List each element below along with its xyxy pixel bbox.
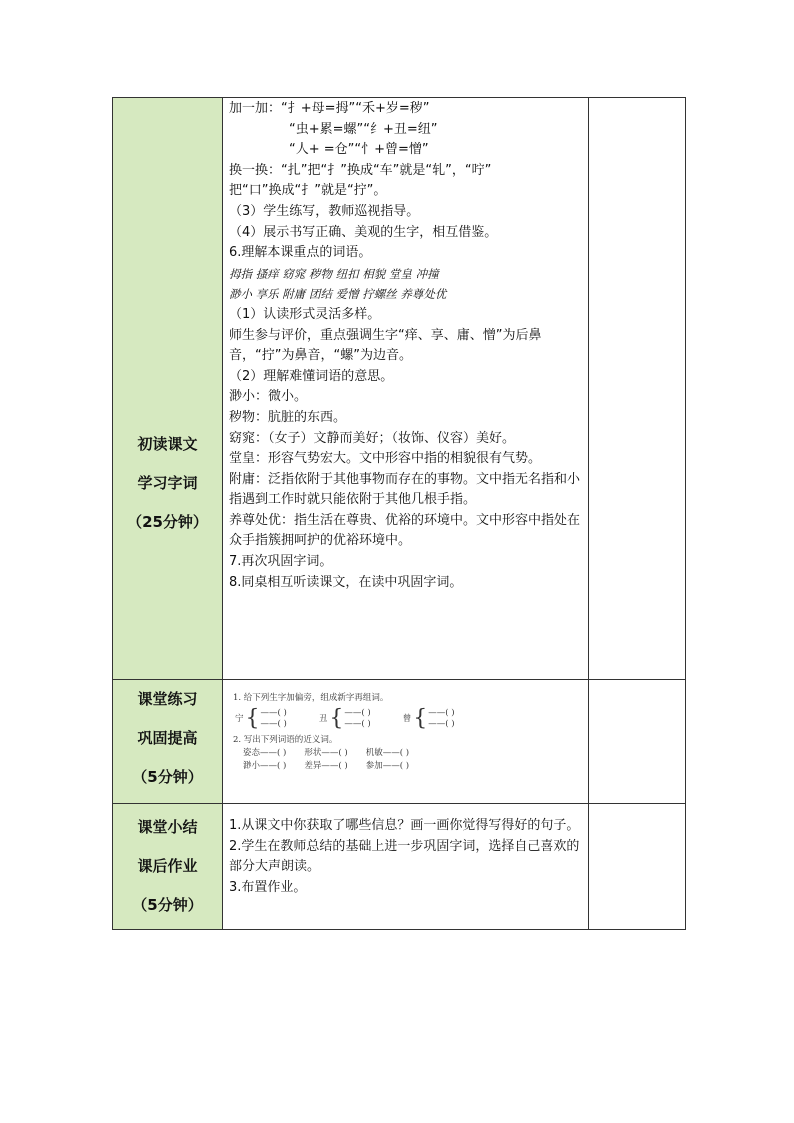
text-line: （2）理解难懂词语的意思。	[229, 368, 394, 384]
remarks-cell	[589, 680, 686, 804]
lesson-plan-table	[112, 97, 686, 930]
section-label: 课堂练习	[137, 690, 198, 708]
blank: ——( )	[428, 719, 455, 729]
synonym-item: 差异——( )	[304, 761, 348, 771]
section-label: 课后作业	[137, 857, 198, 875]
content-cell	[223, 804, 589, 930]
text-paragraph: 1.从课文中你获取了哪些信息？画一画你觉得写得好的句子。	[229, 818, 580, 833]
brace-icon: {	[245, 706, 260, 731]
table-row	[113, 98, 686, 680]
table-row	[113, 680, 686, 804]
text-line: 6.理解本课重点的词语。	[229, 245, 372, 261]
exercise-image	[223, 680, 588, 773]
exercise-char: 曾	[402, 713, 412, 724]
text-line: 堂皇：形容气势宏大。文中形容中指的相貌很有气势。	[229, 451, 542, 467]
text-paragraph: 2.学生在教师总结的基础上进一步巩固字词，选择自己喜欢的部分大声朗读。	[229, 838, 580, 875]
text-line: “虫+累=螺”“纟+丑=纽”	[289, 121, 438, 137]
exercise-question: 1. 给下列生字加偏旁，组成新字再组词。	[233, 693, 389, 703]
text-line: 秽物：肮脏的东西。	[229, 409, 347, 425]
handwritten-words: 渺小 享乐 附庸 团结 爱憎 拧螺丝 养尊处优	[229, 287, 447, 302]
content-cell	[223, 98, 589, 680]
blank: ——( )	[428, 708, 455, 718]
char-group	[319, 708, 371, 730]
table-row	[113, 804, 686, 930]
synonym-item: 形状——( )	[304, 748, 348, 758]
text-line: 加一加：“扌+母=拇”“禾+岁=秽”	[229, 101, 430, 116]
text-line: 换一换：“扎”把“扌”换成“车”就是“轧”，“咛”	[229, 162, 492, 178]
exercise-question: 2. 写出下列词语的近义词。	[233, 735, 338, 745]
synonym-item: 机敏——( )	[365, 748, 410, 758]
blank: ——( )	[260, 708, 287, 718]
section-label: 学习字词	[137, 474, 198, 492]
synonym-row	[243, 747, 588, 760]
synonym-item: 姿态——( )	[243, 748, 287, 758]
exercise-cell	[223, 680, 589, 804]
text-line: 把“口”换成“扌”就是“拧”。	[229, 183, 387, 199]
section-duration: （5分钟）	[132, 768, 203, 786]
blank: ——( )	[344, 708, 371, 718]
text-line: （4）展示书写正确、美观的生字，相互借鉴。	[229, 224, 498, 240]
brace-icon: {	[329, 706, 344, 731]
text-line: 8.同桌相互听读课文，在读中巩固字词。	[229, 574, 463, 590]
text-line: 3.布置作业。	[229, 879, 307, 895]
section-label-cell	[113, 98, 223, 680]
text-paragraph: 养尊处优：指生活在尊贵、优裕的环境中。文中形容中指处在众手指簇拥呵护的优裕环境中。	[229, 512, 581, 549]
section-label: 课堂小结	[137, 818, 198, 836]
remarks-cell	[589, 804, 686, 930]
section-label: 初读课文	[137, 435, 198, 453]
text-line: （3）学生练写，教师巡视指导。	[229, 203, 420, 219]
text-line: 渺小：微小。	[229, 389, 308, 405]
exercise-char: 宁	[235, 713, 244, 724]
exercise-row	[235, 708, 588, 730]
char-group	[235, 708, 287, 730]
brace-icon: {	[413, 706, 428, 731]
section-label-cell	[113, 804, 223, 930]
text-paragraph: 师生参与评价，重点强调生字“痒、享、庸、憎”为后鼻音，“拧”为鼻音，“螺”为边音。	[229, 327, 542, 364]
exercise-char: 丑	[318, 713, 328, 724]
section-label: 巩固提高	[137, 729, 198, 747]
text-line: 窈窕：（女子）文静而美好；（妆饰、仪容）美好。	[229, 430, 516, 446]
handwritten-words: 拇指 搔痒 窈窕 秽物 纽扣 相貌 堂皇 冲撞	[229, 266, 439, 281]
blank: ——( )	[344, 719, 371, 729]
text-line: “人+ =仓”“忄+曾=憎”	[289, 142, 429, 158]
char-group	[403, 708, 455, 730]
section-label-cell	[113, 680, 223, 804]
text-line: （1）认读形式灵活多样。	[229, 306, 381, 322]
remarks-cell	[589, 98, 686, 680]
synonym-row	[243, 760, 588, 773]
section-duration: （25分钟）	[127, 513, 208, 531]
text-paragraph: 附庸：泛指依附于其他事物而存在的事物。文中指无名指和小指遇到工作时就只能依附于其他几根手指。	[229, 471, 581, 508]
synonym-item: 渺小——( )	[243, 761, 287, 771]
synonym-item: 参加——( )	[365, 761, 410, 771]
section-duration: （5分钟）	[132, 896, 203, 914]
text-line: 7.再次巩固字词。	[229, 554, 333, 570]
blank: ——( )	[260, 719, 287, 729]
